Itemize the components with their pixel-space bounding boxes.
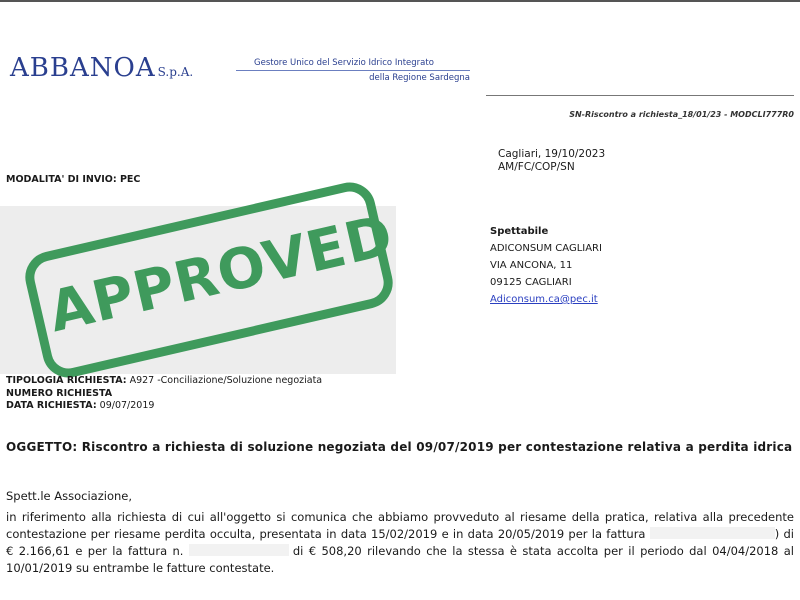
request-date-label: DATA RICHIESTA: [6,400,97,411]
company-logo [10,53,193,83]
body-part1: in riferimento alla richiesta di cui all'oggetto si comunica che abbiamo provveduto al riesame della pratica, relativa alla precedente contestazione per riesame perdita occulta, presentata in data 15/02/2019 e in data 20/05/2019 per la fattura [6,510,794,541]
letter-subject: OGGETTO: Riscontro a richiesta di soluzione negoziata del 09/07/2019 per contestazione relativa a perdita idrica [6,440,793,454]
request-number-label: NUMERO RICHIESTA [6,387,113,399]
place-date: Cagliari, 19/10/2023 [498,148,606,160]
request-type-label: TIPOLOGIA RICHIESTA: [6,375,127,386]
request-date-value: 09/07/2019 [99,400,155,411]
tagline-line1: Gestore Unico del Servizio Idrico Integrato [236,56,470,71]
recipient-heading: Spettabile [490,226,549,237]
approved-stamp: APPROVED [42,203,400,346]
request-date-row [6,400,322,413]
recipient-block [490,223,602,308]
request-info [6,375,322,413]
company-tagline [236,56,470,85]
recipient-street: VIA ANCONA, 11 [490,260,573,271]
greeting: Spett.le Associazione, [6,489,133,503]
sending-mode: MODALITA' DI INVIO: PEC [6,174,141,185]
request-type-row [6,375,322,388]
protocol-reference: SN-Riscontro a richiesta_18/01/23 - MODCLI777R0 [569,110,794,119]
recipient-email-link[interactable]: Adiconsum.ca@pec.it [490,294,598,305]
request-number-row [6,388,322,401]
body-part3: di € 508,20 rilevando che la stessa è stata accolta per il periodo dal 04/04/2018 al 10/01/2019 su entrambe le fatture contestate. [6,544,794,575]
recipient-name: ADICONSUM CAGLIARI [490,243,602,254]
body-part2: ) di € 2.166,61 e per la fattura n. [6,527,795,558]
tagline-line2: della Regione Sardegna [369,73,470,83]
ref-code: AM/FC/COP/SN [498,161,575,173]
top-border [0,0,800,2]
header-divider [486,95,794,96]
recipient-city: 09125 CAGLIARI [490,277,572,288]
company-name: ABBANOA [10,53,156,83]
company-suffix: S.p.A. [157,65,194,79]
redacted-invoice-number [650,527,775,539]
place-date-block [498,148,605,174]
letter-body [6,509,794,577]
redacted-invoice-number-2 [189,544,289,556]
request-type-value: A927 -Conciliazione/Soluzione negoziata [129,375,323,386]
